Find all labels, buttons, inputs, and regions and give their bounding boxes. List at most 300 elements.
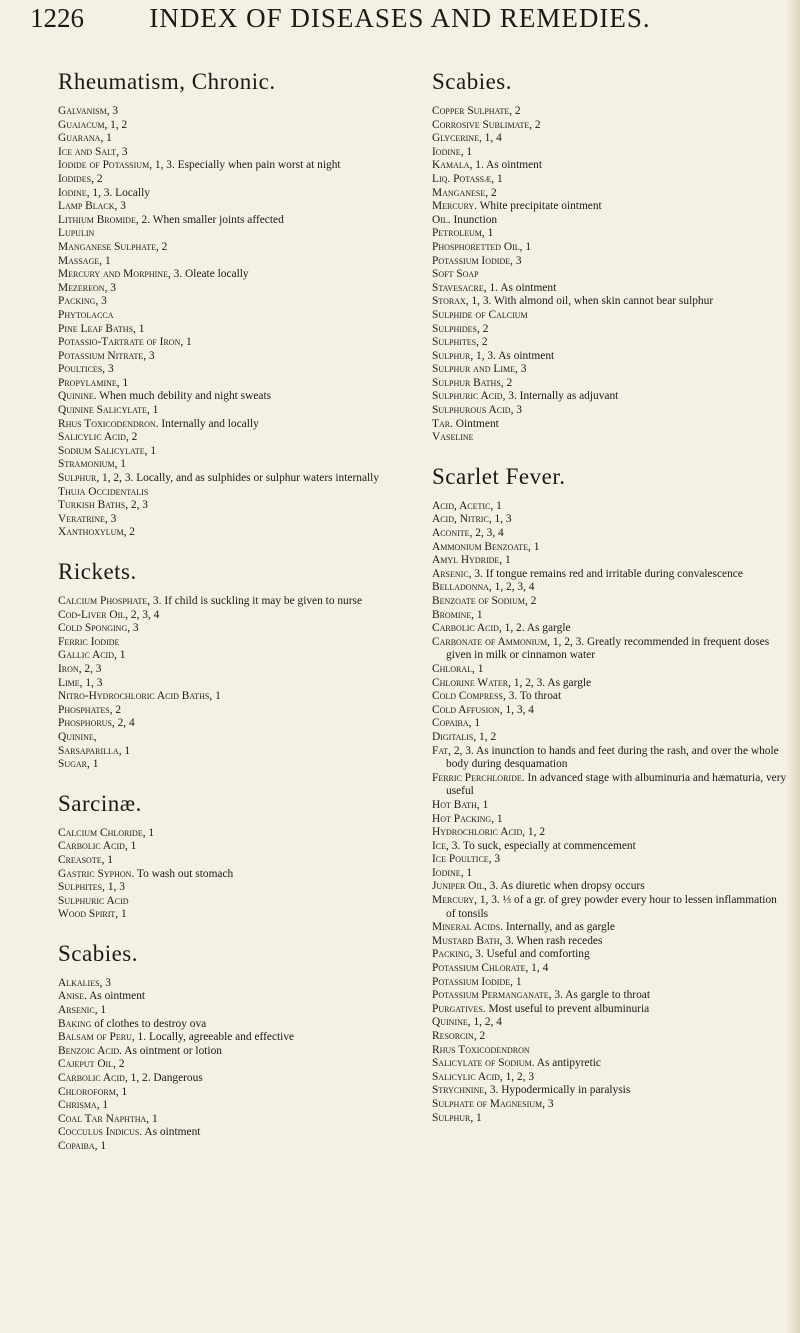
remedy-note: , 1, 3. With almond oil, when skin cannot bear sulphur	[465, 295, 714, 308]
remedy-note: . As antipyretic	[531, 1057, 601, 1070]
remedy-name: Mustard Bath	[432, 934, 500, 947]
remedy-name: Potassium Nitrate	[58, 349, 144, 362]
remedy-name: Arsenic	[432, 567, 469, 580]
remedy-name: Quinine Salicylate	[58, 404, 147, 417]
remedy-entry	[58, 758, 410, 772]
remedy-name: Potassium Iodide	[432, 975, 511, 988]
remedy-note: , 2	[500, 376, 513, 389]
remedy-note: , 1	[146, 1112, 158, 1125]
remedy-note: , 3	[515, 363, 527, 376]
remedy-name: Sugar	[58, 758, 88, 771]
remedy-name: Cold Affusion	[432, 703, 500, 716]
remedy-name: Juniper Oil	[432, 880, 484, 893]
remedy-name: Sulphur	[432, 1111, 471, 1124]
remedy-entry	[432, 554, 788, 568]
remedy-name: Arsenic	[58, 1004, 95, 1017]
remedy-entry	[432, 840, 788, 854]
remedy-name: Galvanism	[58, 105, 107, 117]
remedy-name: Purgatives	[432, 1002, 483, 1015]
remedy-note: , 3	[510, 404, 522, 417]
remedy-note: , 1	[114, 649, 126, 662]
remedy-entry	[58, 105, 410, 119]
remedy-entry	[432, 595, 788, 609]
remedy-note: , 1, 2	[104, 118, 128, 131]
remedy-entry	[432, 921, 788, 935]
remedy-entry	[432, 418, 788, 432]
remedy-entry	[432, 1112, 788, 1126]
remedy-entry	[58, 717, 410, 731]
remedy-entry	[432, 214, 788, 228]
remedy-entry	[58, 132, 410, 146]
remedy-note: , 1, 2	[522, 826, 546, 839]
remedy-note: , 2, 3, 4	[469, 527, 504, 540]
remedy-entry	[432, 404, 788, 418]
remedy-entry	[432, 962, 788, 976]
remedy-entry	[432, 568, 788, 582]
remedy-entry	[58, 214, 410, 228]
remedy-entry	[432, 663, 788, 677]
remedy-entry	[432, 227, 788, 241]
remedy-entry	[432, 894, 788, 921]
remedy-note: , 3. Hypodermically in paralysis	[484, 1084, 631, 1097]
remedy-note: , 1	[142, 826, 155, 839]
remedy-entry	[432, 431, 788, 445]
remedy-entry	[432, 513, 788, 527]
remedy-entry	[432, 255, 788, 269]
remedy-entry	[432, 1030, 788, 1044]
remedy-entry	[58, 377, 410, 391]
remedy-entry	[58, 513, 410, 527]
remedy-note: , 1	[491, 172, 503, 185]
remedy-name: Sulphites	[58, 881, 103, 894]
disease-section	[432, 70, 788, 445]
remedy-name: Lime	[58, 676, 80, 689]
remedy-name: Cocculus Indicus	[58, 1126, 140, 1139]
remedy-name: Amyl Hydride	[432, 554, 500, 567]
remedy-entry	[58, 731, 410, 745]
remedy-note: , 1, 2, 3	[499, 1070, 535, 1083]
remedy-entry	[432, 350, 788, 364]
remedy-entry	[432, 989, 788, 1003]
remedy-note: , 1	[519, 240, 532, 253]
remedy-note: , 1	[115, 1085, 128, 1098]
remedy-entry	[58, 472, 410, 486]
remedy-entry	[58, 622, 410, 636]
remedy-name: Salicylic Acid	[58, 431, 126, 444]
remedy-note: , 1	[115, 908, 127, 921]
remedy-entry	[58, 977, 410, 991]
remedy-name: Alkalies	[58, 976, 100, 989]
remedy-name: Ammonium Benzoate	[432, 540, 528, 553]
remedy-name: Iodine	[432, 145, 461, 158]
remedy-note: , 1, 2. As gargle	[498, 622, 571, 635]
remedy-name: Cod-Liver Oil	[58, 608, 126, 621]
remedy-entry	[432, 390, 788, 404]
remedy-note: , 1	[472, 662, 484, 675]
remedy-entry	[58, 187, 410, 201]
remedy-name: Chloral	[432, 662, 473, 675]
remedy-name: Chlorine Water	[432, 676, 509, 689]
remedy-entry	[432, 336, 788, 350]
remedy-note: , 2	[125, 431, 138, 444]
remedy-note: , 1, 2, 3. As gargle	[508, 676, 592, 689]
remedy-name: Packing	[58, 295, 96, 308]
remedy-note: , 2	[529, 118, 541, 131]
remedy-note: , 1. Locally, agreeable and effective	[131, 1031, 295, 1044]
remedy-note: , 1	[468, 717, 481, 730]
remedy-note: . As ointment	[84, 990, 146, 1003]
remedy-name: Benzoate of Sodium	[432, 595, 525, 607]
remedy-note: , 1, 3	[102, 881, 125, 894]
remedy-entry	[432, 853, 788, 867]
remedy-entry	[432, 282, 788, 296]
remedy-name: Iodide of Potassium	[58, 159, 150, 172]
remedy-note: , 2, 3	[125, 499, 148, 512]
remedy-note: , 1, 3. ⅓ of a gr. of grey powder every hour to lessen inflammation of tonsils	[446, 894, 777, 920]
remedy-note: , 3. If tongue remains red and irritable during convalescence	[468, 567, 743, 580]
remedy-entry	[58, 336, 410, 350]
remedy-note: , 1	[180, 336, 192, 349]
remedy-entry	[58, 309, 410, 323]
remedy-entry	[58, 1004, 410, 1018]
remedy-entry	[58, 990, 410, 1004]
remedy-note: , 1	[490, 499, 502, 512]
remedy-name: Iron	[58, 662, 79, 675]
remedy-name: Phosphates	[58, 703, 110, 716]
remedy-entry	[58, 1058, 410, 1072]
remedy-name: Potassium Permanganate	[432, 989, 549, 1002]
remedy-note: , 3	[116, 145, 128, 158]
remedy-name: Pine Leaf Baths	[58, 322, 134, 335]
remedy-entry	[58, 1113, 410, 1127]
remedy-entry	[432, 690, 788, 704]
remedy-entry	[432, 745, 788, 772]
remedy-name: Rhus Toxicodendron	[58, 417, 156, 430]
page-edge-shadow	[786, 0, 800, 1333]
remedy-entry	[432, 119, 788, 133]
remedy-entry	[432, 1003, 788, 1017]
remedy-name: Baking	[58, 1017, 92, 1030]
remedy-entry	[432, 717, 788, 731]
remedy-entry	[58, 1072, 410, 1086]
remedy-name: Sulphide of Calcium	[432, 308, 528, 321]
remedy-note: , 2	[473, 1030, 486, 1042]
remedy-note: , 1, 3	[79, 676, 103, 689]
remedy-name: Phytolacca	[58, 308, 114, 321]
remedy-entry	[432, 731, 788, 745]
remedy-name: Massage	[58, 254, 100, 267]
remedy-name: Potassio-Tartrate of Iron	[58, 336, 181, 349]
remedy-entry	[58, 854, 410, 868]
disease-heading: Rheumatism, Chronic.	[58, 69, 276, 94]
remedy-note: , 1	[144, 444, 157, 457]
remedy-name: Salicylic Acid	[432, 1070, 500, 1083]
page-number: 1226	[30, 3, 84, 33]
remedy-name: Rhus Toxicodendron	[432, 1043, 530, 1056]
remedy-name: Belladonna	[432, 581, 489, 594]
remedy-entry	[58, 295, 410, 309]
remedy-name: Iodine	[432, 866, 461, 879]
remedy-entry	[432, 1084, 788, 1098]
remedy-name: Creasote	[58, 853, 102, 866]
remedy-name: Petroleum	[432, 227, 482, 240]
remedy-name: Xanthoxylum	[58, 526, 124, 539]
remedy-name: Veratrine	[58, 512, 105, 525]
remedy-note: . Internally, and as gargle	[500, 921, 615, 934]
remedy-entry	[432, 826, 788, 840]
remedy-name: Quinine	[58, 390, 94, 403]
right-column	[432, 70, 788, 1125]
remedy-name: Poultices	[58, 363, 103, 376]
remedy-name: Bromine	[432, 608, 472, 621]
remedy-name: Potassium Chlorate	[432, 962, 526, 975]
remedy-note: , 1	[116, 376, 129, 389]
remedy-name: Quinine	[58, 730, 94, 743]
remedy-entry	[58, 1018, 410, 1032]
remedy-note: , 2	[476, 336, 488, 349]
remedy-note: , 1	[133, 322, 145, 335]
remedy-entry	[432, 323, 788, 337]
remedy-entry	[58, 1126, 410, 1140]
remedy-entry	[58, 595, 410, 609]
remedy-entry	[58, 255, 410, 269]
remedy-entry	[432, 295, 788, 309]
remedy-name: Iodides	[58, 172, 92, 185]
remedy-note: , 2, 3. As inunction to hands and feet during the rash, and over the whole body during desquamation	[446, 744, 779, 771]
remedy-entry	[58, 1099, 410, 1113]
remedy-note: , 3	[106, 105, 119, 117]
remedy-note: , 1	[471, 608, 483, 621]
remedy-entry	[58, 1140, 410, 1154]
remedy-name: Cajeput Oil	[58, 1058, 114, 1071]
remedy-name: Phosphorus	[58, 717, 112, 730]
remedy-name: Hydrochloric Acid	[432, 826, 523, 839]
remedy-name: Wood Spirit	[58, 908, 116, 921]
remedy-name: Glycerine	[432, 132, 479, 145]
remedy-note: , 2, 4	[111, 717, 135, 730]
remedy-name: Sulphur	[432, 349, 471, 362]
remedy-entry	[432, 105, 788, 119]
remedy-entry	[432, 1016, 788, 1030]
remedy-entry	[58, 1045, 410, 1059]
remedy-entry	[58, 159, 410, 173]
remedy-name: Copaiba	[432, 717, 469, 730]
remedy-name: Fat	[432, 744, 449, 757]
remedy-note: , 3	[143, 349, 155, 362]
remedy-note: , 1	[94, 1140, 107, 1152]
remedy-name: Kamala	[432, 159, 470, 172]
left-column	[58, 70, 410, 1154]
remedy-entry	[58, 677, 410, 691]
remedy-entry	[432, 948, 788, 962]
disease-section	[58, 560, 410, 772]
remedy-entry	[432, 132, 788, 146]
remedy-name: Calcium Chloride	[58, 826, 143, 839]
remedy-entry	[58, 526, 410, 540]
disease-section	[58, 942, 410, 1154]
remedy-name: Copaiba	[58, 1140, 95, 1152]
remedy-name: Quinine	[432, 1016, 468, 1029]
remedy-note: , 1, 3	[488, 513, 512, 526]
remedy-note: , 3	[114, 200, 126, 213]
remedy-name: Sulphate of Magnesium	[432, 1097, 543, 1110]
disease-heading: Sarcinæ.	[58, 790, 142, 816]
remedy-entry	[58, 200, 410, 214]
remedy-note: , 1	[124, 840, 137, 853]
remedy-entry	[58, 119, 410, 133]
remedy-name: Turkish Baths	[58, 499, 126, 512]
remedy-name: Sodium Salicylate	[58, 444, 145, 457]
remedy-entry	[58, 445, 410, 459]
disease-heading: Rickets.	[58, 559, 137, 584]
remedy-entry	[432, 772, 788, 799]
remedy-entry	[58, 663, 410, 677]
remedy-note: , 3. Oleate locally	[167, 268, 249, 281]
remedy-entry	[58, 499, 410, 513]
remedy-entry	[58, 745, 410, 759]
remedy-entry	[432, 1098, 788, 1112]
remedy-entry	[432, 200, 788, 214]
remedy-entry	[58, 241, 410, 255]
remedy-name: Sulphites	[432, 336, 477, 349]
remedy-note: , 1	[510, 975, 522, 988]
remedy-entry	[432, 527, 788, 541]
remedy-note: , 2, 3	[78, 662, 102, 675]
remedy-note: , 1, 2, 3. Locally, and as sulphides or sulphur waters internally	[96, 472, 380, 485]
remedy-note: , 1	[491, 812, 503, 825]
remedy-note: . When much debility and night sweats	[93, 390, 272, 403]
remedy-entry	[58, 363, 410, 377]
remedy-note: . White precipitate ointment	[474, 200, 602, 213]
remedy-note: . Inunction	[447, 213, 498, 226]
remedy-name: Aconite	[432, 527, 470, 540]
remedy-note: of clothes to destroy ova	[91, 1017, 207, 1030]
remedy-note: , 1	[87, 758, 99, 771]
remedy-entry	[432, 813, 788, 827]
remedy-name: Hot Packing	[432, 812, 492, 825]
remedy-entry	[58, 282, 410, 296]
remedy-note: , 1, 2. Dangerous	[124, 1072, 203, 1085]
remedy-entry	[58, 636, 410, 650]
remedy-entry	[432, 1071, 788, 1085]
remedy-entry	[58, 881, 410, 895]
disease-heading: Scarlet Fever.	[432, 463, 566, 489]
remedy-entry	[58, 418, 410, 432]
remedy-name: Liq. Potassæ	[432, 172, 492, 185]
remedy-entry	[432, 880, 788, 894]
remedy-name: Sulphurous Acid	[432, 404, 511, 417]
remedy-note: , 3. Useful and comforting	[469, 948, 590, 961]
remedy-name: Cold Sponging	[58, 622, 128, 635]
remedy-name: Carbolic Acid	[58, 1072, 125, 1085]
remedy-name: Iodine	[58, 186, 87, 199]
remedy-name: Ice	[432, 839, 447, 852]
remedy-name: Carbonate of Ammonium	[432, 635, 548, 648]
remedy-name: Lamp Black	[58, 200, 115, 213]
remedy-entry	[432, 677, 788, 691]
remedy-note: , 1, 4	[525, 962, 549, 975]
remedy-note: , 2	[485, 186, 497, 199]
remedy-name: Sulphur	[58, 472, 97, 485]
remedy-note: , 1, 3. As ointment	[470, 349, 555, 362]
remedy-name: Storax	[432, 295, 466, 308]
remedy-name: Lupulin	[58, 227, 95, 240]
remedy-note: , 3	[542, 1097, 554, 1110]
remedy-entry	[432, 541, 788, 555]
remedy-entry	[432, 309, 788, 323]
remedy-entry	[432, 146, 788, 160]
remedy-name: Calcium Phosphate	[58, 595, 148, 607]
remedy-note: , 2	[91, 172, 103, 185]
remedy-note: , 2. When smaller joints affected	[135, 213, 284, 226]
remedy-name: Mercury and Morphine	[58, 268, 168, 281]
remedy-note: , 1	[100, 132, 112, 145]
remedy-note: , 1	[94, 1004, 107, 1017]
remedy-entry	[432, 622, 788, 636]
remedy-name: Acid, Acetic	[432, 499, 491, 512]
remedy-name: Carbolic Acid	[432, 622, 499, 635]
remedy-name: Phosphoretted Oil	[432, 240, 520, 253]
remedy-name: Strychnine	[432, 1084, 485, 1097]
remedy-note: , 2	[524, 595, 537, 607]
remedy-note: , 1	[470, 1111, 482, 1124]
remedy-note: ,	[93, 730, 97, 743]
disease-section	[58, 792, 410, 922]
remedy-name: Sulphur Baths	[432, 376, 501, 389]
remedy-name: Hot Bath	[432, 798, 477, 811]
remedy-entry	[432, 500, 788, 514]
remedy-name: Sulphuric Acid	[58, 894, 129, 907]
remedy-name: Cold Compress	[432, 690, 503, 703]
remedy-entry	[58, 404, 410, 418]
remedy-name: Chloroform	[58, 1085, 116, 1098]
remedy-entry	[58, 690, 410, 704]
remedy-name: Salicylate of Sodium	[432, 1057, 532, 1070]
remedy-name: Benzoic Acid	[58, 1044, 120, 1057]
remedy-note: , 1	[146, 404, 159, 417]
remedy-note: , 3. To throat	[502, 690, 562, 703]
remedy-entry	[58, 431, 410, 445]
remedy-entry	[58, 390, 410, 404]
remedy-entry	[432, 241, 788, 255]
remedy-entry	[432, 867, 788, 881]
remedy-entry	[58, 908, 410, 922]
remedy-note: , 1	[99, 254, 111, 267]
remedy-note: , 3. As gargle to throat	[548, 989, 651, 1002]
remedy-name: Manganese Sulphate	[58, 240, 156, 253]
remedy-name: Stramonium	[58, 458, 115, 471]
remedy-note: , 1, 2, 3, 4	[488, 581, 535, 594]
remedy-note: , 3	[104, 281, 116, 294]
remedy-name: Copper Sulphate	[432, 105, 510, 117]
remedy-entry	[58, 323, 410, 337]
remedy-name: Oil	[432, 213, 448, 226]
remedy-note: , 2	[123, 526, 135, 539]
remedy-name: Sulphuric Acid	[432, 390, 503, 403]
remedy-entry	[432, 363, 788, 377]
remedy-note: , 1	[101, 853, 113, 866]
remedy-name: Mercury	[432, 200, 475, 213]
remedy-name: Carbolic Acid	[58, 840, 125, 853]
running-title: INDEX OF DISEASES AND REMEDIES.	[149, 3, 651, 33]
remedy-note: . Ointment	[450, 417, 499, 430]
remedy-name: Sarsaparilla	[58, 744, 119, 757]
remedy-entry	[432, 799, 788, 813]
remedy-note: , 3	[127, 622, 139, 635]
remedy-note: , 3. When rash recedes	[499, 934, 603, 947]
remedy-name: Mezereon	[58, 281, 105, 294]
remedy-name: Propylamine	[58, 376, 117, 389]
